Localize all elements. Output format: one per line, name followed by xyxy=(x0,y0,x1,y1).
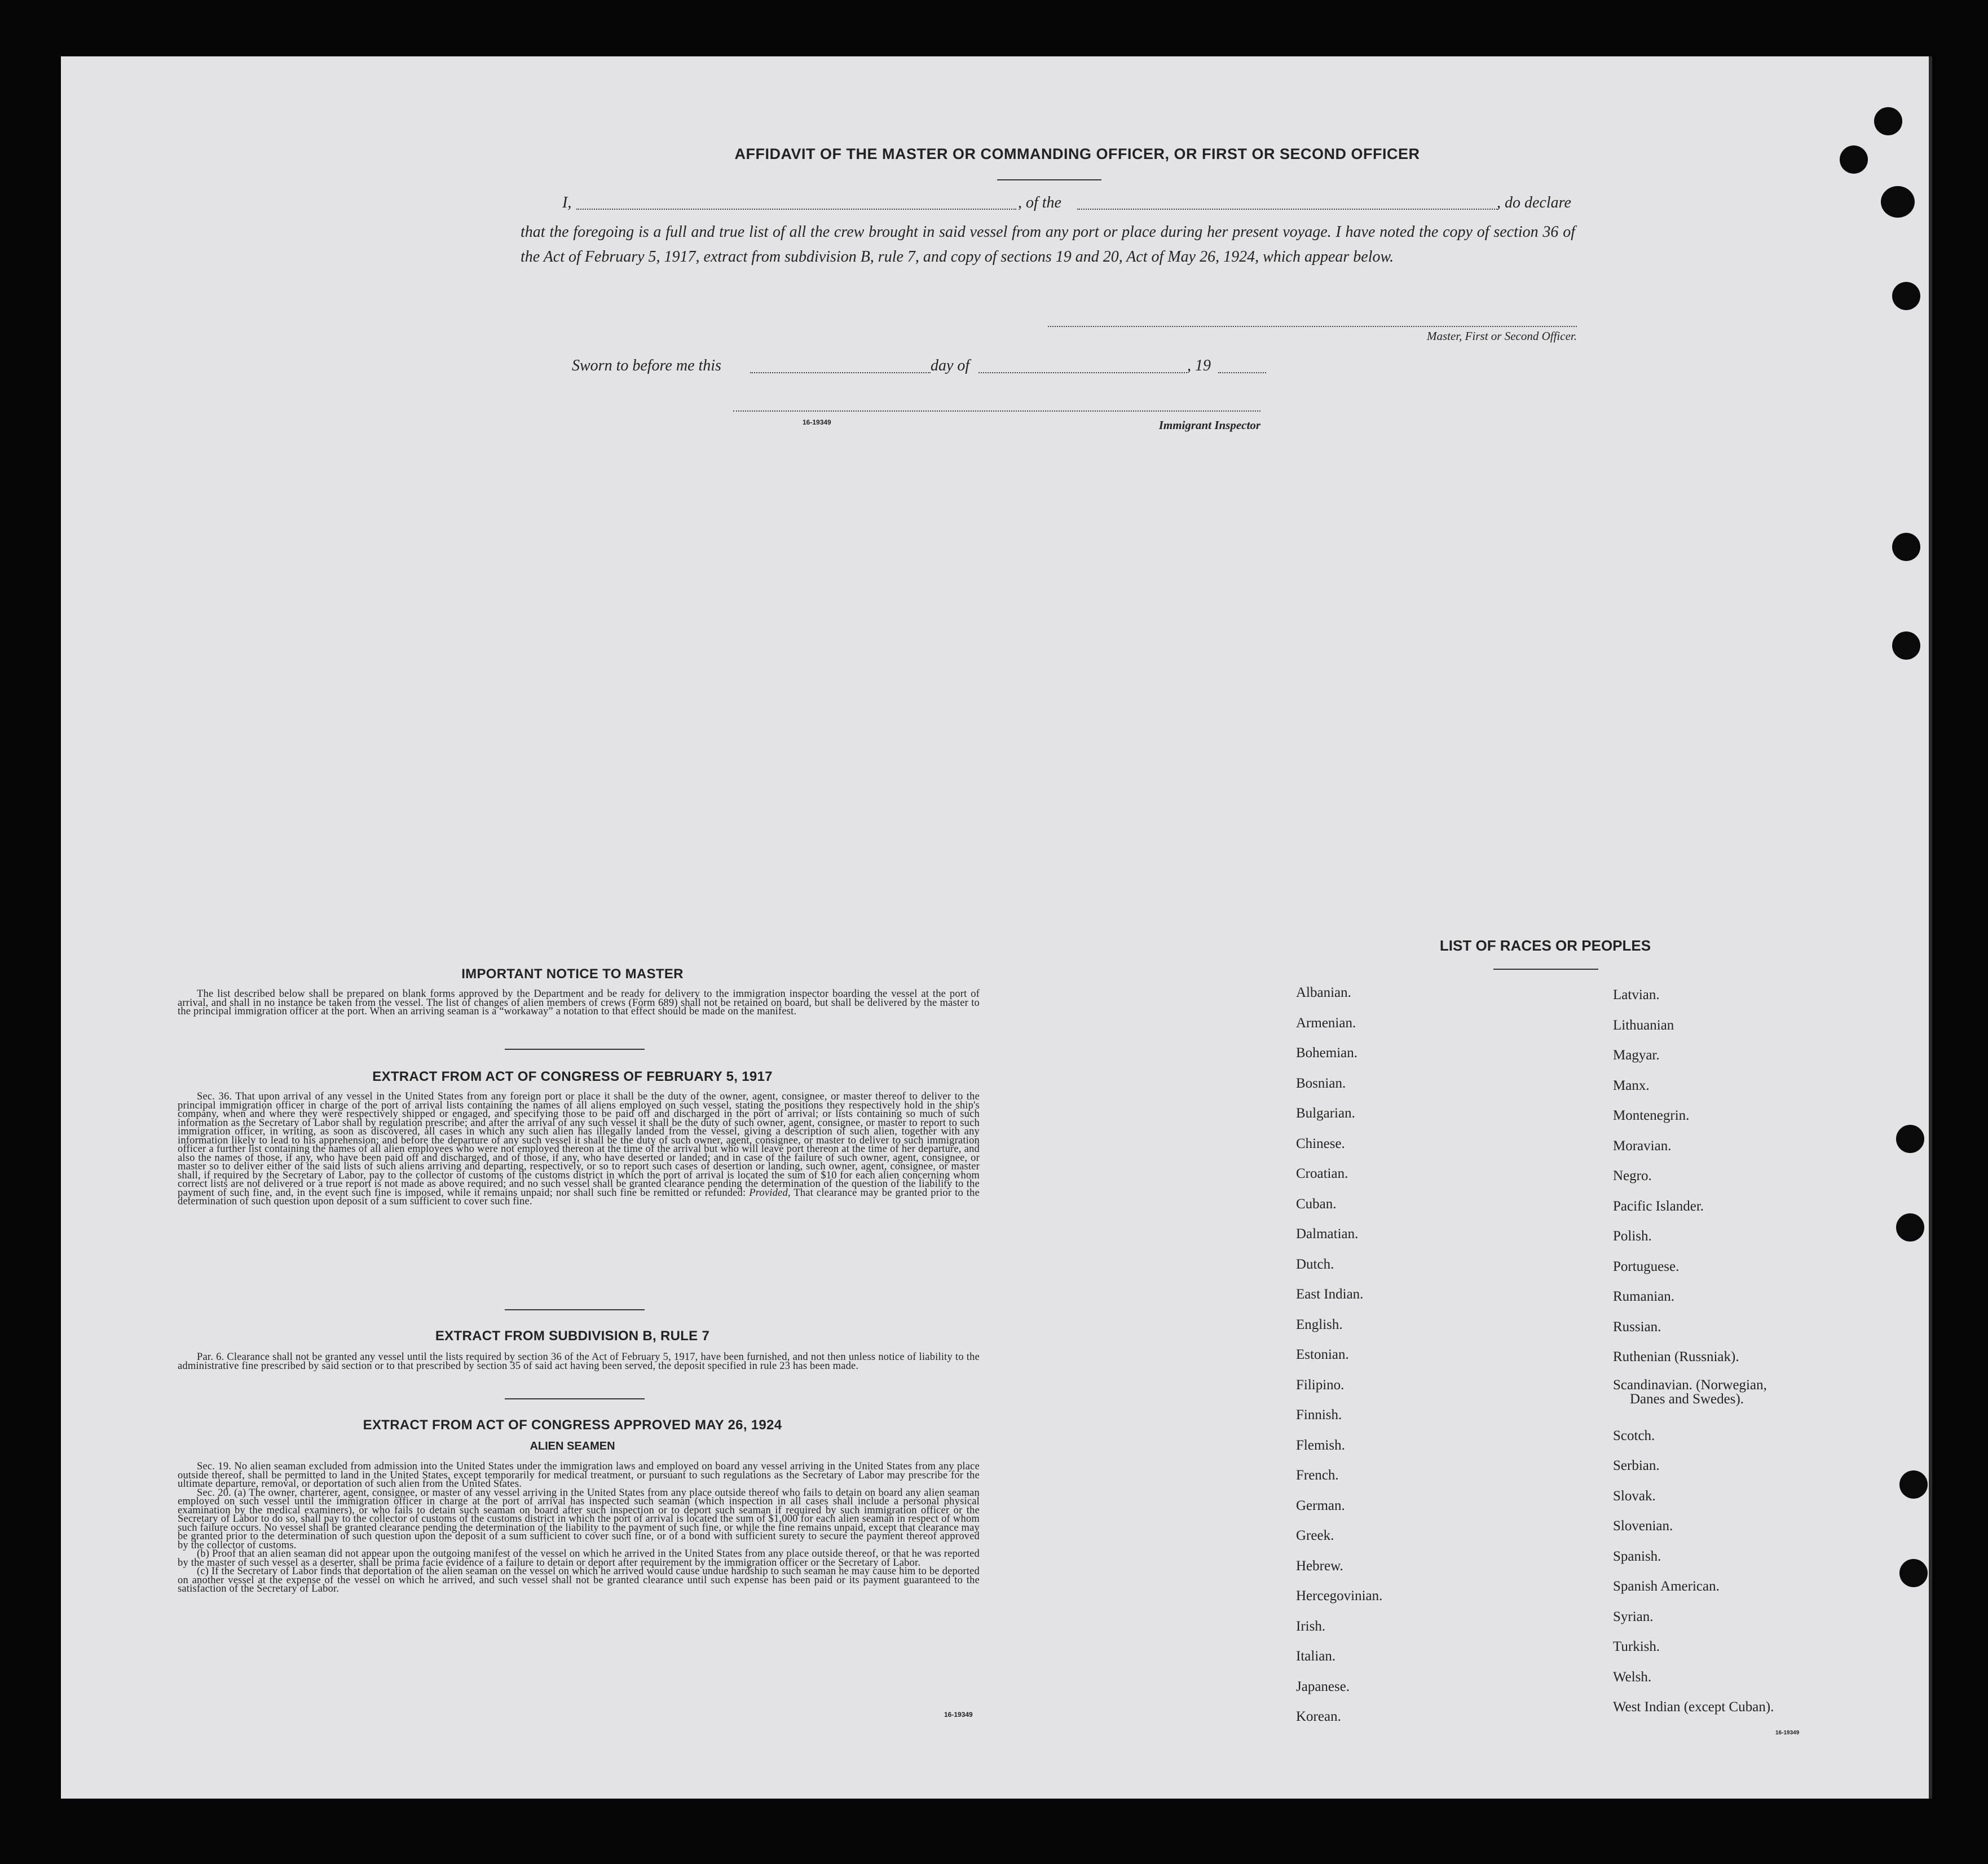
race-item: Magyar. xyxy=(1613,1048,1660,1063)
punch-hole xyxy=(1881,186,1915,218)
race-item: Chinese. xyxy=(1296,1136,1345,1151)
race-item: Slovenian. xyxy=(1613,1518,1673,1534)
extract-rule7-title: EXTRACT FROM SUBDIVISION B, RULE 7 xyxy=(435,1328,710,1344)
race-item: Japanese. xyxy=(1296,1679,1350,1694)
extract-form-number: 16-19349 xyxy=(944,1711,973,1719)
race-item: Dalmatian. xyxy=(1296,1226,1359,1242)
race-item-scandinavian-cont: Danes and Swedes). xyxy=(1630,1391,1744,1407)
race-item: Korean. xyxy=(1296,1709,1341,1724)
punch-hole xyxy=(1896,1213,1924,1242)
extract-1917-title: EXTRACT FROM ACT OF CONGRESS OF FEBRUARY 5, 1917 xyxy=(372,1069,773,1084)
name-blank[interactable] xyxy=(576,209,1016,210)
race-item: Welsh. xyxy=(1613,1669,1652,1685)
extract-1924-title: EXTRACT FROM ACT OF CONGRESS APPROVED MAY 26, 1924 xyxy=(363,1417,782,1433)
race-item: Lithuanian xyxy=(1613,1017,1674,1033)
race-item: Russian. xyxy=(1613,1319,1661,1335)
provided-word: Provided, xyxy=(749,1187,791,1199)
affidavit-do-declare: , do declare xyxy=(1497,194,1571,211)
affidavit-i-label: I, xyxy=(562,194,572,211)
punch-hole xyxy=(1896,1125,1924,1153)
race-item: Pacific Islander. xyxy=(1613,1198,1704,1214)
race-item: Cuban. xyxy=(1296,1196,1337,1212)
race-item: Spanish. xyxy=(1613,1548,1661,1564)
race-item: Serbian. xyxy=(1613,1458,1660,1473)
punch-hole xyxy=(1899,1559,1928,1587)
affidavit-form-number: 16-19349 xyxy=(803,418,831,426)
punch-hole xyxy=(1892,282,1920,310)
race-item: Bohemian. xyxy=(1296,1045,1358,1061)
race-item-scandinavian: Scandinavian. (Norwegian, xyxy=(1613,1377,1767,1393)
sworn-month-blank[interactable] xyxy=(978,372,1187,373)
signature-blank[interactable] xyxy=(1048,326,1577,327)
signature-label: Master, First or Second Officer. xyxy=(1427,329,1577,343)
extract-1924-text xyxy=(178,1463,980,1594)
race-item: Scotch. xyxy=(1613,1428,1655,1443)
race-item: Portuguese. xyxy=(1613,1258,1680,1274)
race-item: English. xyxy=(1296,1317,1343,1332)
races-right-column xyxy=(1613,980,1774,1722)
race-item: Flemish. xyxy=(1296,1437,1345,1453)
sworn-day-blank[interactable] xyxy=(750,372,931,373)
notice-paragraph: The list described below shall be prepared on blank forms approved by the Department and be ready for delivery to the immigration inspector boarding the vessel at the port of arrival, and shall in no instance be taken from the vessel. The list of changes of alien members of crews (Form 689) shall not be retained on board, but shall be delivered by the master to the principal immigration officer at the port. When an arriving seaman is a “workaway” a notation to that effect should be made on the manifest. xyxy=(178,988,980,1017)
sec20b-paragraph: (b) Proof that an alien seaman did not appear upon the outgoing manifest of the vessel on which he arrived in the United States from any place outside thereof, or that he was reported by the master of such vessel as a deserter, shall be prima facie evidence of a failure to detain or deport after requirement by the immigration officer or the Secretary of Labor. xyxy=(178,1548,980,1569)
divider xyxy=(505,1309,645,1310)
race-item: Ruthenian (Russniak). xyxy=(1613,1349,1739,1364)
race-item: Armenian. xyxy=(1296,1015,1356,1031)
sec36-main: Sec. 36. That upon arrival of any vessel in the United States from any foreign port or place it shall be the duty of the owner, agent, consignee, or master thereof to deliver to the principal immigration officer in charge of the port of arrival lists containing the names of all aliens employed on such vessel, stating the positions they respectively hold in the ship's company, when and where they were respectively shipped or engaged, and specifying those to be paid off and discharged in the port of arrival; or lists containing so much of such information as the Secretary of Labor shall by regulation prescribe; and after the arrival of any such vessel it shall be the duty of such owner, agent, consignee, or master to report to such immigration officer, in writing, as soon as discovered, all cases in which any such alien has illegally landed from the vessel, giving a description of such alien, together with any information likely to lead to his apprehension; and before the departure of any such vessel it shall be the duty of such owner, agent, consignee, or master to deliver to such immigration officer a further list containing the names of all alien employees who were not employed thereon at the time of the arrival but who will leave port thereon at the time of her departure, and also the names of those, if any, who have been paid off and discharged, and of those, if any, who have deserted or landed; and in case of the failure of such owner, agent, consignee, or master so to deliver either of the said lists of such aliens arriving and departing, respectively, or so to report such cases of desertion or landing, such owner, agent, consignee, or master shall, if required by the Secretary of Labor, pay to the collector of customs of the customs district in which the port of arrival is located the sum of $10 for each alien concerning whom correct lists are not delivered or a true report is not made as above required; and no such vessel shall be granted clearance pending the determination of the question of the liability to the payment of such fine, and, in the event such fine is imposed, while it remains unpaid; nor shall such fine be remitted or refunded: xyxy=(178,1091,980,1199)
race-item: Manx. xyxy=(1613,1077,1650,1093)
race-item: Rumanian. xyxy=(1613,1289,1675,1304)
race-item: Negro. xyxy=(1613,1168,1652,1183)
divider xyxy=(997,179,1101,180)
race-item: Syrian. xyxy=(1613,1609,1654,1624)
sec20c-paragraph: (c) If the Secretary of Labor finds that deportation of the alien seaman on the vessel on which he arrived would cause undue hardship to such seaman he may cause him to be deported on another vessel at the expense of the vessel on which he arrived, and such vessel shall not be granted clearance until such expense has been paid or its payment guaranteed to the satisfaction of the Secretary of Labor. xyxy=(178,1566,980,1594)
race-item: Finnish. xyxy=(1296,1407,1342,1423)
par6-paragraph: Par. 6. Clearance shall not be granted any vessel until the lists required by section 36 of the Act of February 5, 1917, have been furnished, and not then unless notice of liability to the administrative fine prescribed by said section or to that prescribed by section 35 of said act having been served, the deposit specified in rule 23 has been made. xyxy=(178,1351,980,1372)
divider xyxy=(1493,969,1598,970)
race-item: Latvian. xyxy=(1613,987,1660,1002)
sec36-tail: That clearance may be granted prior to the determination of such question upon deposit of a sum sufficient to cover such fine. xyxy=(178,1187,980,1207)
race-item: Turkish. xyxy=(1613,1639,1660,1654)
race-item: Greek. xyxy=(1296,1528,1334,1543)
day-of-label: day of xyxy=(931,357,970,374)
inspector-signature-blank[interactable] xyxy=(733,410,1260,412)
notice-text xyxy=(178,990,980,1017)
race-item: Slovak. xyxy=(1613,1488,1656,1504)
race-item: Bosnian. xyxy=(1296,1075,1346,1091)
race-item: Filipino. xyxy=(1296,1377,1345,1393)
sec19-paragraph: Sec. 19. No alien seaman excluded from admission into the United States under the immigration laws and employed on board any vessel arriving in the United States from any place outside thereof, shall be permitted to land in the United States, except temporarily for medical treatment, or pursuant to such regulations as the Secretary of Labor may prescribe for the ultimate departure, removal, or deportation of such alien from the United States. xyxy=(178,1461,980,1490)
races-left-column xyxy=(1296,978,1382,1732)
race-item: West Indian (except Cuban). xyxy=(1613,1699,1774,1715)
race-item: Irish. xyxy=(1296,1618,1326,1634)
race-item: Bulgarian. xyxy=(1296,1106,1355,1121)
race-item: East Indian. xyxy=(1296,1287,1364,1302)
race-item: Spanish American. xyxy=(1613,1579,1720,1594)
race-item: Estonian. xyxy=(1296,1347,1349,1362)
affidavit-body: that the foregoing is a full and true list of all the crew brought in said vessel from any port or place during her present voyage. I have noted the copy of section 36 of the Act of February 5, 1917, extract from subdivision B, rule 7, and copy of sections 19 and 20, Act of May 26, 1924, which appear below. xyxy=(521,223,1575,266)
sworn-year-blank[interactable] xyxy=(1218,372,1266,373)
punch-hole xyxy=(1874,107,1902,135)
race-item: German. xyxy=(1296,1498,1345,1513)
divider xyxy=(505,1049,645,1050)
race-item: Moravian. xyxy=(1613,1138,1672,1154)
sec20a-paragraph: Sec. 20. (a) The owner, charterer, agent, consignee, or master of any vessel arriving in the United States from any place outside thereof who fails to detain on board any alien seaman employed on such vessel until the immigration officer in charge at the port of arrival has inspected such seaman (which inspection in all cases shall include a personal physical examination by the medical examiners), or who fails to detain such seaman on board after such inspection or to deport such seaman if required by such immigration officer or the Secretary of Labor to do so, shall pay to the collector of customs of the customs district in which the port of arrival is located the sum of $1,000 for each alien seaman in respect of whom such failure occurs. No vessel shall be granted clearance pending the determination of the liability to the payment of such fine, or while the fine remains unpaid, except that clearance may be granted prior to the determination of such question upon the deposit of a sum sufficient to cover such fine, or of a bond with sufficient surety to secure the payment thereof approved by the collector of customs. xyxy=(178,1487,980,1551)
year-label: , 19 xyxy=(1187,357,1211,374)
punch-hole xyxy=(1899,1470,1928,1499)
affidavit-of-the-label: , of the xyxy=(1018,194,1061,211)
divider xyxy=(505,1398,645,1399)
race-item: Polish. xyxy=(1613,1229,1652,1244)
punch-hole xyxy=(1892,533,1920,561)
alien-seamen-heading: ALIEN SEAMEN xyxy=(530,1440,615,1452)
affidavit-title: AFFIDAVIT OF THE MASTER OR COMMANDING OFFICER, OR FIRST OR SECOND OFFICER xyxy=(734,145,1420,162)
extract-rule7-text xyxy=(178,1353,980,1371)
vessel-blank[interactable] xyxy=(1077,209,1497,210)
punch-hole xyxy=(1892,631,1920,660)
sworn-label: Sworn to before me this xyxy=(572,357,721,374)
race-item xyxy=(1613,1372,1774,1421)
inspector-label: Immigrant Inspector xyxy=(1158,418,1260,432)
notice-title: IMPORTANT NOTICE TO MASTER xyxy=(461,966,684,982)
race-item: Montenegrin. xyxy=(1613,1108,1690,1123)
race-item: Italian. xyxy=(1296,1649,1336,1664)
races-title: LIST OF RACES OR PEOPLES xyxy=(1439,937,1651,954)
race-item: Croatian. xyxy=(1296,1166,1348,1181)
punch-hole xyxy=(1840,145,1868,174)
sec36-paragraph xyxy=(178,1093,980,1207)
race-item: Dutch. xyxy=(1296,1256,1334,1272)
races-form-number: 16-19349 xyxy=(1775,1730,1800,1736)
race-item: Hercegovinian. xyxy=(1296,1588,1383,1604)
race-item: French. xyxy=(1296,1468,1339,1483)
race-item: Hebrew. xyxy=(1296,1558,1343,1574)
race-item: Albanian. xyxy=(1296,985,1351,1000)
extract-1917-text xyxy=(178,1093,980,1207)
